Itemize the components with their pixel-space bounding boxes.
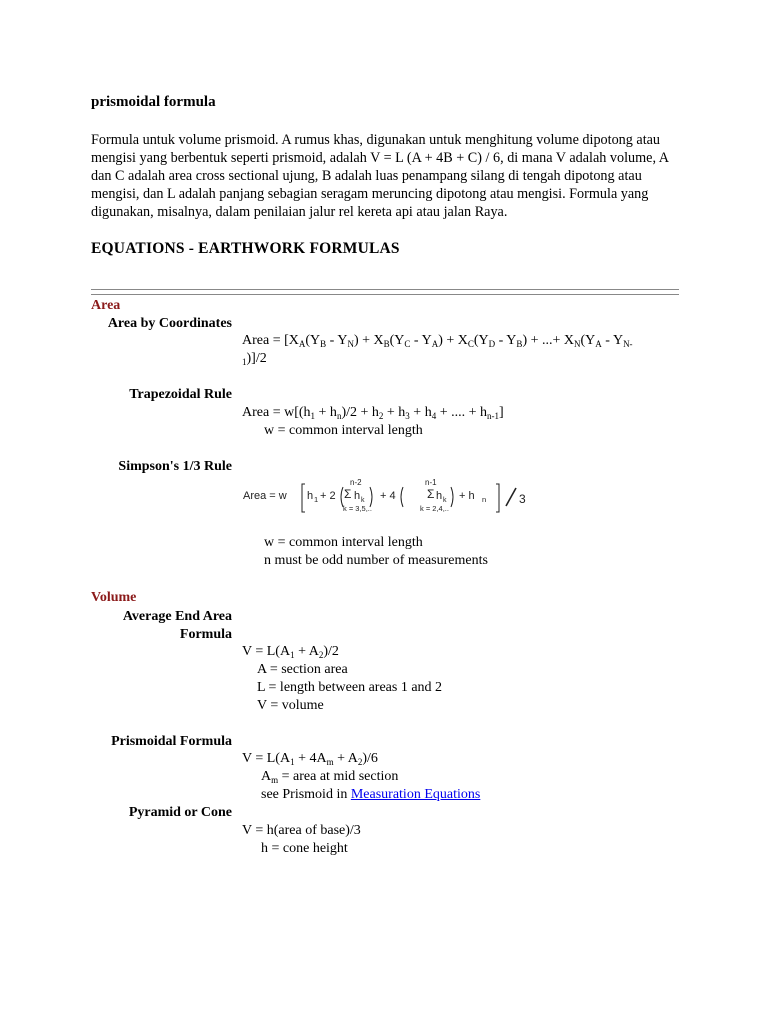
average-end-area-label-2: Formula [179,627,232,642]
pyramid-or-cone-label: Pyramid or Cone [128,805,232,820]
average-end-area-label: Average End Area [122,609,232,624]
svg-text:1: 1 [314,495,319,504]
average-end-area-note-a: A = section area [257,662,348,677]
svg-text:n-2: n-2 [350,478,362,487]
svg-text:h: h [307,490,314,502]
area-by-coordinates-formula: Area = [$X_A(Y_B - Y_N) + X_B(Y_C - Y_A) + X_C(Y_D - Y_B)$ + ...+ $X_N(Y_A - Y_{N-}$ $_1$)]/2 [242,333,633,367]
simpsons-rule-note-interval: w = common interval length [264,535,423,550]
average-end-area-note-l: L = length between areas 1 and 2 [257,680,443,695]
area-by-coordinates-label: Area by Coordinates [107,316,232,331]
simpsons-rule-note-odd: n must be odd number of measurements [264,553,488,568]
simpsons-rule-formula-image [240,470,540,518]
svg-text:n: n [482,495,487,504]
svg-text:h: h [436,490,443,502]
svg-text:k: k [361,497,365,504]
svg-text:+ h: + h [459,490,475,502]
svg-text:k = 2,4,..: k = 2,4,.. [420,504,449,513]
prismoidal-formula: $V = L(A_1 + 4A_m + A_2)/6$ [242,751,378,767]
trapezoidal-rule-note: w = common interval length [264,423,423,438]
divider [91,289,679,290]
svg-text:n-1: n-1 [425,478,437,487]
area-section-title: Area [91,298,121,313]
svg-text:+ 4: + 4 [380,490,396,502]
prismoidal-note-am: $A_m$ = area at mid section [261,769,399,785]
measuration-equations-link[interactable]: Measuration Equations [350,787,481,802]
prismoidal-note-text: see Prismoid in [261,787,348,802]
page-title: prismoidal formula [91,94,216,110]
divider [91,294,679,295]
prismoidal-note-see [261,786,480,804]
svg-text:k = 3,5,..: k = 3,5,.. [343,504,372,513]
trapezoidal-rule-formula: Area = $w[(h_1 + h_n)/2 + h_2 + h_3 + h_4$ + .... + $h_{n-1}$] [242,405,504,421]
svg-text:+ 2: + 2 [320,490,336,502]
svg-text:k: k [443,497,447,504]
svg-text:h: h [354,490,361,502]
trapezoidal-rule-label: Trapezoidal Rule [129,387,232,402]
section-heading: EQUATIONS - EARTHWORK FORMULAS [91,240,400,257]
average-end-area-formula: $V = L(A_1 + A_2)/2$ [242,644,339,660]
pyramid-note: h = cone height [261,841,348,856]
svg-text:3: 3 [519,492,526,506]
average-end-area-note-v: V = volume [257,698,324,713]
volume-section-title: Volume [91,590,137,605]
prismoidal-formula-label: Prismoidal Formula [111,734,232,749]
svg-text:Σ: Σ [427,487,435,501]
simpsons-rule-label: Simpson's 1/3 Rule [118,459,232,474]
svg-text:Σ: Σ [344,487,352,501]
svg-text:Area = w: Area = w [243,490,287,502]
intro-paragraph: Formula untuk volume prismoid. A rumus khas, digunakan untuk menghitung volume dipotong atau mengisi yang berbentuk seperti prismoid, adalah V = L (A + 4B + C) / 6, di mana V adalah volume, A dan C adalah area cross sectional ujung, B adalah luas penampang silang di tengah dipotong atau mengisi, dan L adalah panjang sebagian seragam meruncing dipotong atau mengisi. Formula yang digunakan, misalnya, dalam penilaian jalur rel kereta api atau jalan Raya. [91,132,669,220]
pyramid-formula: V = h(area of base)/3 [242,823,361,838]
